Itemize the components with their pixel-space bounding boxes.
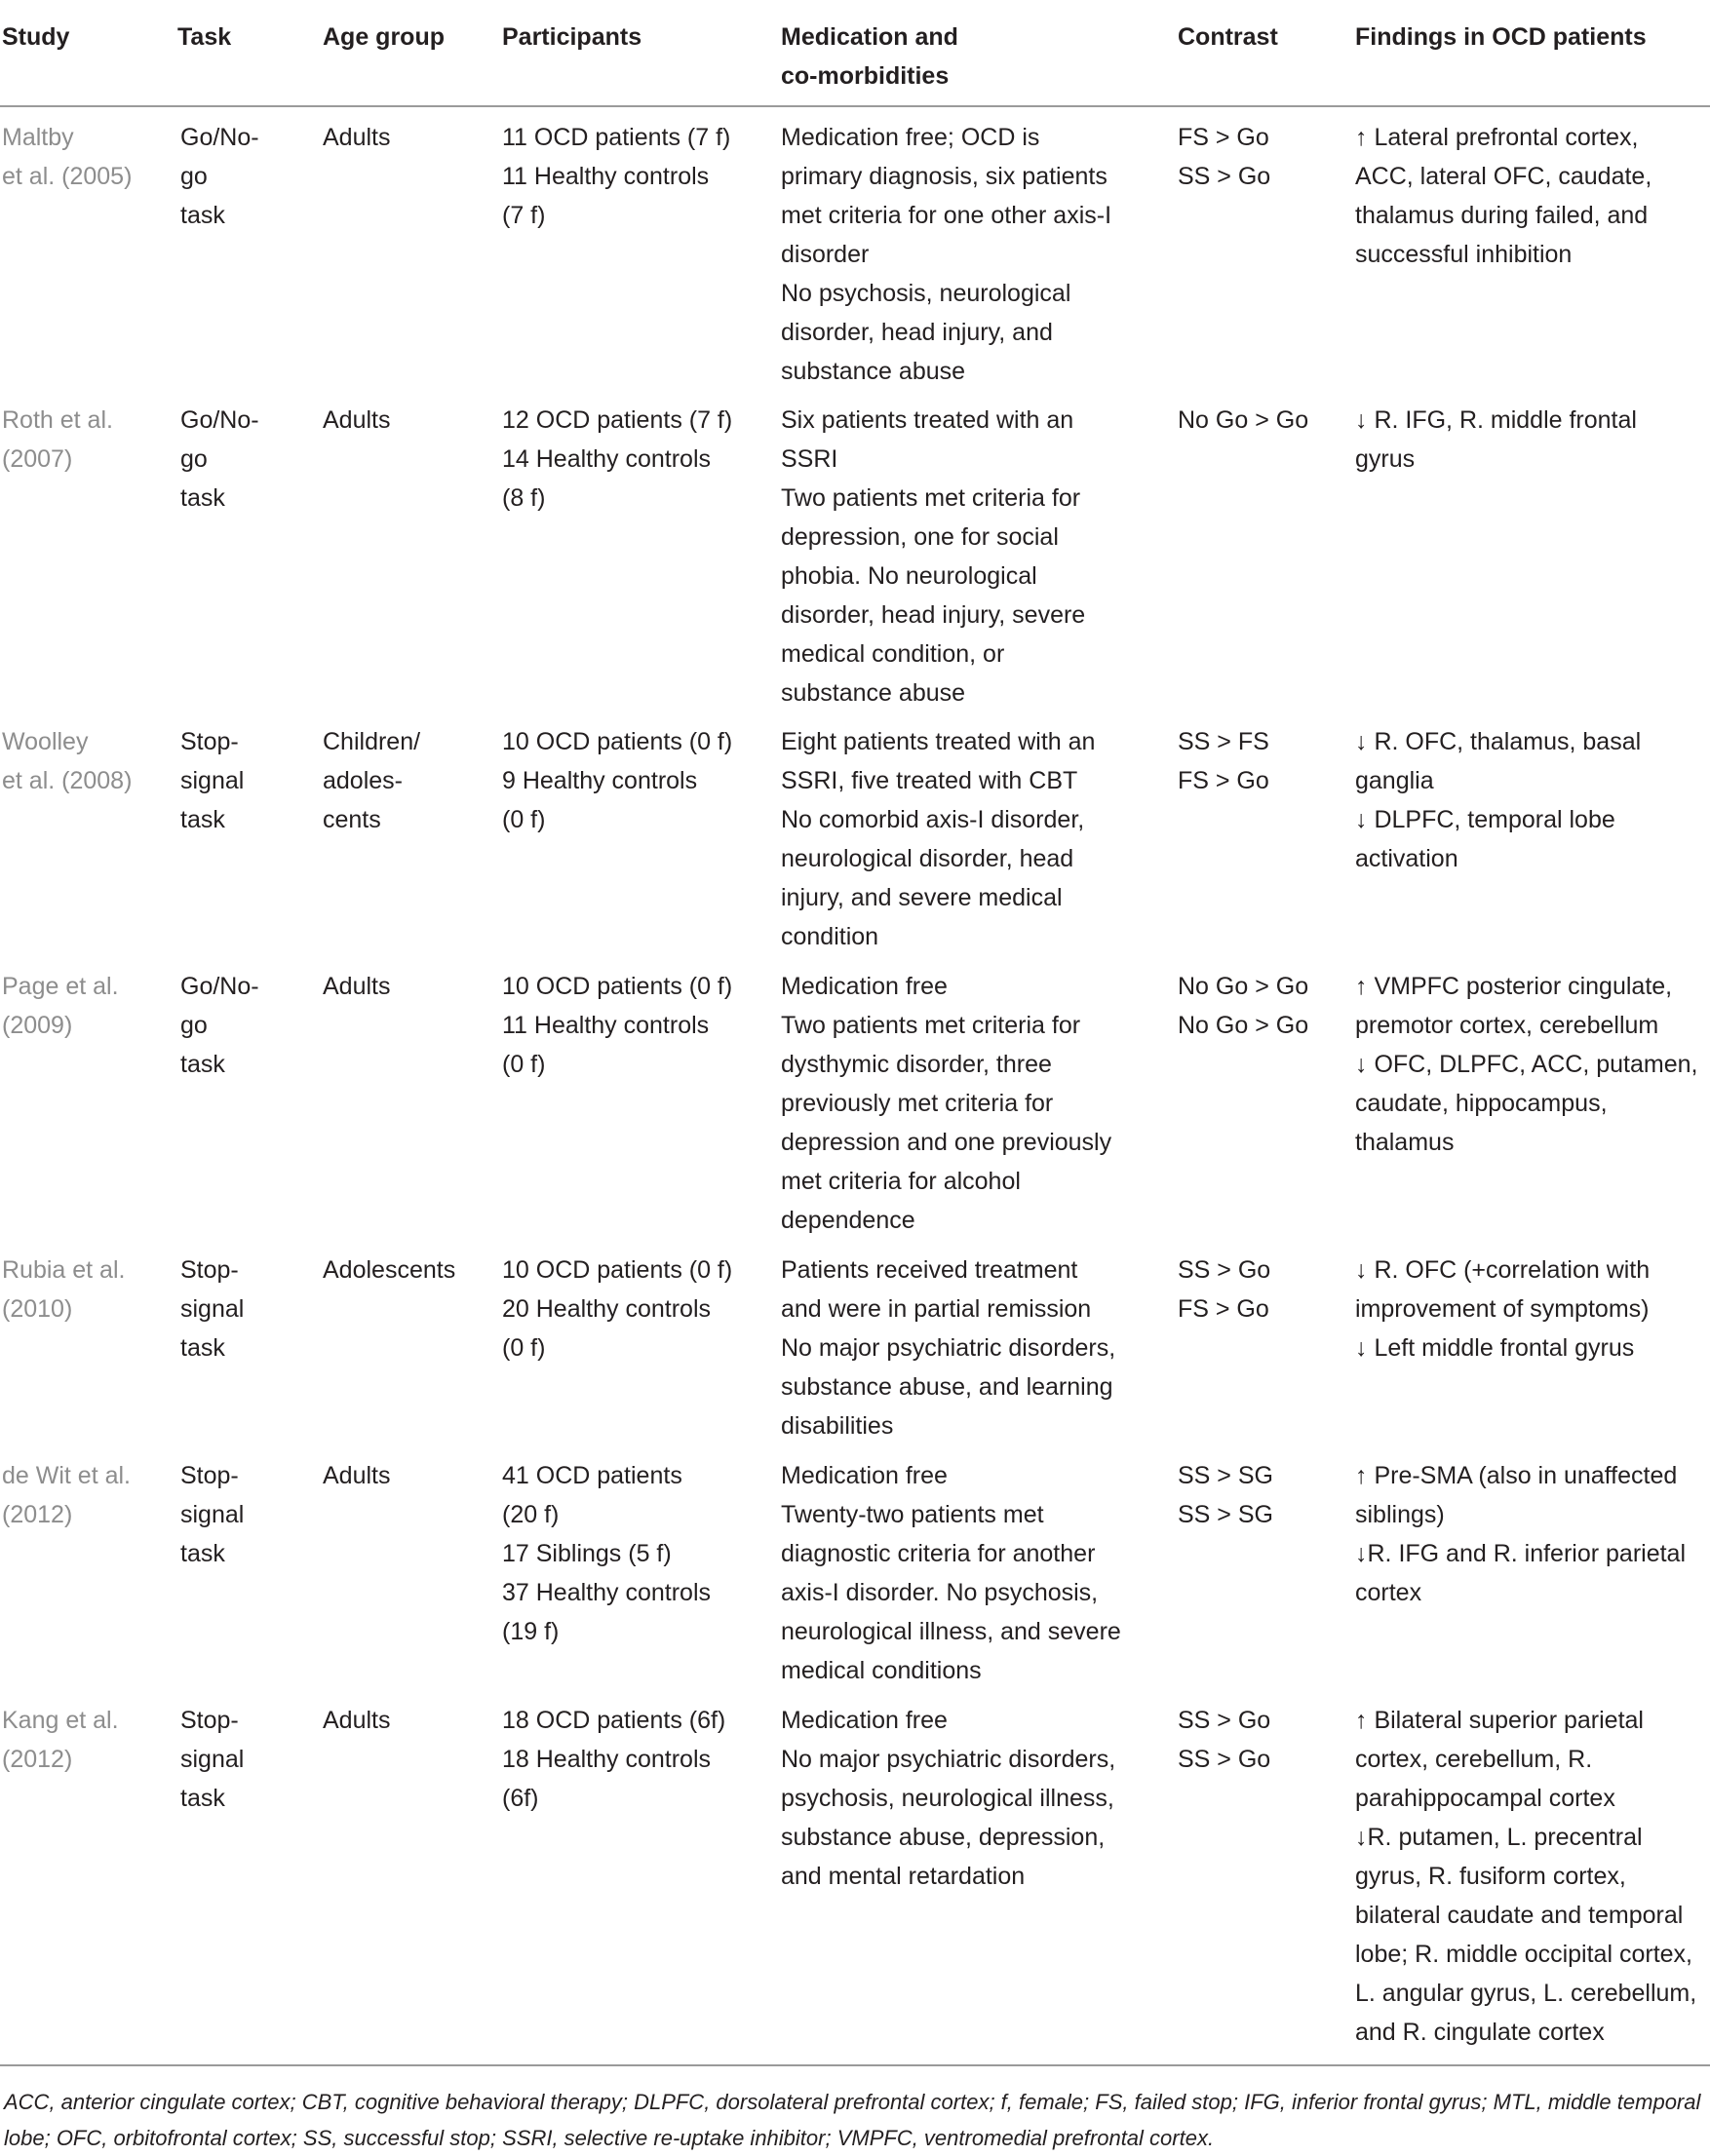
- medication-cell: [781, 722, 1095, 956]
- findings-cell-line: ganglia: [1355, 767, 1434, 794]
- age-group-cell-line: Adults: [323, 973, 391, 1000]
- participants-cell-line: 11 Healthy controls: [502, 163, 710, 190]
- medication-cell: [781, 118, 1111, 391]
- medication-cell-line: psychosis, neurological illness,: [781, 1785, 1114, 1812]
- medication-cell-line: substance abuse: [781, 358, 966, 385]
- contrast-cell-line: FS > Go: [1178, 767, 1269, 794]
- age-group-cell-line: Adults: [323, 406, 391, 434]
- study-cell-line: Rubia et al.: [2, 1256, 126, 1284]
- participants-cell: [502, 967, 732, 1084]
- study-cell-line: (2007): [2, 445, 73, 473]
- study-cell-line: Woolley: [2, 728, 89, 755]
- findings-cell-line: thalamus: [1355, 1129, 1455, 1156]
- medication-cell-line: previously met criteria for: [781, 1090, 1054, 1117]
- participants-cell-line: 10 OCD patients (0 f): [502, 1256, 733, 1284]
- contrast-cell-line: No Go > Go: [1178, 973, 1309, 1000]
- age-group-cell-line: Adults: [323, 1462, 391, 1489]
- findings-cell-line: cortex: [1355, 1579, 1422, 1606]
- age-group-cell-line: adoles-: [323, 767, 403, 794]
- age-group-cell-line: Children/: [323, 728, 421, 755]
- study-cell: [2, 401, 113, 479]
- table-row: [0, 1701, 1710, 2046]
- findings-cell-line: cortex, cerebellum, R.: [1355, 1746, 1593, 1773]
- findings-cell-line: ↓R. IFG and R. inferior parietal: [1355, 1540, 1687, 1567]
- participants-cell: [502, 1701, 725, 1818]
- findings-cell-line: premotor cortex, cerebellum: [1355, 1012, 1659, 1039]
- contrast-cell-line: SS > Go: [1178, 163, 1271, 190]
- findings-cell-line: siblings): [1355, 1501, 1445, 1528]
- header-findings: Findings in OCD patients: [1355, 23, 1647, 51]
- medication-cell: [781, 967, 1111, 1240]
- task-cell-line: task: [180, 1334, 225, 1362]
- header-task: Task: [177, 23, 232, 51]
- findings-cell: [1355, 1456, 1686, 1612]
- age-group-cell: [323, 1456, 390, 1495]
- findings-cell-line: ↓ DLPFC, temporal lobe: [1355, 806, 1615, 833]
- task-cell-line: go: [180, 445, 208, 473]
- study-cell: [2, 1251, 125, 1328]
- findings-cell-line: ↓ R. OFC (+correlation with: [1355, 1256, 1651, 1284]
- medication-cell-line: Eight patients treated with an: [781, 728, 1096, 755]
- participants-cell-line: (0 f): [502, 806, 546, 833]
- participants-cell-line: 37 Healthy controls: [502, 1579, 712, 1606]
- age-group-cell: [323, 118, 390, 157]
- study-cell-line: de Wit et al.: [2, 1462, 131, 1489]
- task-cell: [180, 1701, 244, 1818]
- medication-cell-line: condition: [781, 923, 879, 950]
- findings-cell-line: ↓ OFC, DLPFC, ACC, putamen,: [1355, 1051, 1698, 1078]
- findings-cell-line: lobe; R. middle occipital cortex,: [1355, 1941, 1692, 1968]
- table-row: [0, 722, 1710, 950]
- task-cell-line: go: [180, 1012, 208, 1039]
- medication-cell-line: substance abuse, and learning: [781, 1373, 1113, 1401]
- contrast-cell-line: SS > SG: [1178, 1501, 1273, 1528]
- findings-cell-line: ↓ R. IFG, R. middle frontal: [1355, 406, 1637, 434]
- task-cell: [180, 722, 244, 839]
- contrast-cell-line: No Go > Go: [1178, 1012, 1309, 1039]
- contrast-cell-line: SS > Go: [1178, 1746, 1271, 1773]
- participants-cell-line: 12 OCD patients (7 f): [502, 406, 733, 434]
- findings-cell-line: ↓ Left middle frontal gyrus: [1355, 1334, 1635, 1362]
- study-cell-line: (2010): [2, 1295, 73, 1323]
- task-cell-line: Stop-: [180, 1462, 239, 1489]
- contrast-cell-line: FS > Go: [1178, 124, 1269, 151]
- findings-cell: [1355, 722, 1641, 878]
- medication-cell-line: No comorbid axis-I disorder,: [781, 806, 1085, 833]
- header-age-group: Age group: [323, 23, 445, 51]
- medication-cell-line: met criteria for one other axis-I: [781, 202, 1112, 229]
- table-row: [0, 401, 1710, 707]
- task-cell: [180, 401, 259, 518]
- study-cell-line: Maltby: [2, 124, 74, 151]
- age-group-cell-line: Adults: [323, 124, 391, 151]
- findings-cell-line: L. angular gyrus, L. cerebellum,: [1355, 1980, 1697, 2007]
- task-cell-line: task: [180, 1540, 225, 1567]
- task-cell-line: task: [180, 484, 225, 512]
- findings-cell-line: ↑ VMPFC posterior cingulate,: [1355, 973, 1673, 1000]
- study-cell-line: Kang et al.: [2, 1707, 119, 1734]
- task-cell: [180, 967, 259, 1084]
- age-group-cell-line: cents: [323, 806, 381, 833]
- participants-cell-line: (0 f): [502, 1051, 546, 1078]
- contrast-cell: [1178, 118, 1270, 196]
- participants-cell: [502, 118, 730, 235]
- task-cell: [180, 1456, 244, 1573]
- medication-cell-line: injury, and severe medical: [781, 884, 1063, 911]
- findings-cell-line: bilateral caudate and temporal: [1355, 1902, 1684, 1929]
- study-cell: [2, 1701, 119, 1779]
- participants-cell: [502, 401, 732, 518]
- medication-cell: [781, 1701, 1115, 1896]
- medication-cell-line: diagnostic criteria for another: [781, 1540, 1096, 1567]
- table-row: [0, 1456, 1710, 1684]
- task-cell-line: signal: [180, 1501, 245, 1528]
- contrast-cell: [1178, 401, 1308, 440]
- task-cell-line: signal: [180, 767, 245, 794]
- findings-cell-line: ↑ Bilateral superior parietal: [1355, 1707, 1644, 1734]
- medication-cell-line: axis-I disorder. No psychosis,: [781, 1579, 1099, 1606]
- bottom-rule: [0, 2064, 1710, 2066]
- age-group-cell-line: Adolescents: [323, 1256, 456, 1284]
- findings-cell-line: and R. cingulate cortex: [1355, 2019, 1605, 2046]
- participants-cell-line: (6f): [502, 1785, 539, 1812]
- medication-cell-line: No major psychiatric disorders,: [781, 1746, 1116, 1773]
- participants-cell-line: 10 OCD patients (0 f): [502, 973, 733, 1000]
- participants-cell-line: 14 Healthy controls: [502, 445, 712, 473]
- findings-cell-line: ↑ Pre-SMA (also in unaffected: [1355, 1462, 1678, 1489]
- medication-cell-line: depression and one previously: [781, 1129, 1112, 1156]
- age-group-cell: [323, 967, 390, 1006]
- findings-cell-line: parahippocampal cortex: [1355, 1785, 1615, 1812]
- participants-cell-line: (20 f): [502, 1501, 560, 1528]
- contrast-cell-line: SS > Go: [1178, 1707, 1271, 1734]
- task-cell-line: Go/No-: [180, 406, 259, 434]
- participants-cell: [502, 1251, 732, 1367]
- medication-cell-line: disorder: [781, 241, 870, 268]
- age-group-cell: [323, 1251, 455, 1290]
- findings-cell-line: ↓ R. OFC, thalamus, basal: [1355, 728, 1642, 755]
- age-group-cell-line: Adults: [323, 1707, 391, 1734]
- participants-cell-line: 11 OCD patients (7 f): [502, 124, 731, 151]
- study-cell-line: et al. (2005): [2, 163, 133, 190]
- findings-cell-line: ACC, lateral OFC, caudate,: [1355, 163, 1652, 190]
- contrast-cell-line: SS > SG: [1178, 1462, 1273, 1489]
- findings-cell-line: thalamus during failed, and: [1355, 202, 1649, 229]
- study-cell-line: Roth et al.: [2, 406, 113, 434]
- header-participants: Participants: [502, 23, 642, 51]
- medication-cell-line: Medication free; OCD is: [781, 124, 1040, 151]
- findings-cell-line: gyrus: [1355, 445, 1416, 473]
- medication-cell-line: medical conditions: [781, 1657, 982, 1684]
- findings-cell: [1355, 118, 1652, 274]
- participants-cell-line: (19 f): [502, 1618, 560, 1645]
- medication-cell-line: disorder, head injury, severe: [781, 601, 1086, 629]
- medication-cell-line: Medication free: [781, 1462, 948, 1489]
- study-cell-line: (2009): [2, 1012, 73, 1039]
- medication-cell-line: and mental retardation: [781, 1863, 1026, 1890]
- study-cell-line: (2012): [2, 1746, 73, 1773]
- medication-cell: [781, 1456, 1121, 1690]
- participants-cell-line: (7 f): [502, 202, 546, 229]
- medication-cell-line: dysthymic disorder, three: [781, 1051, 1052, 1078]
- task-cell-line: Stop-: [180, 1707, 239, 1734]
- findings-cell-line: ↑ Lateral prefrontal cortex,: [1355, 124, 1639, 151]
- participants-cell-line: 18 OCD patients (6f): [502, 1707, 726, 1734]
- age-group-cell: [323, 1701, 390, 1740]
- table-footnote: ACC, anterior cingulate cortex; CBT, cognitive behavioral therapy; DLPFC, dorsolateral prefrontal cortex; f, female; FS, failed stop; IFG, inferior frontal gyrus; MTL, middle temporal lobe; OFC, orbitofrontal cortex; SS, successful stop; SSRI, selective re-uptake inhibitor; VMPFC, ventromedial prefrontal cortex.: [4, 2090, 1701, 2150]
- medication-cell-line: neurological disorder, head: [781, 845, 1074, 872]
- medication-cell-line: disorder, head injury, and: [781, 319, 1053, 346]
- contrast-cell-line: FS > Go: [1178, 1295, 1269, 1323]
- medication-cell-line: SSRI, five treated with CBT: [781, 767, 1078, 794]
- contrast-cell-line: SS > Go: [1178, 1256, 1271, 1284]
- findings-cell-line: improvement of symptoms): [1355, 1295, 1650, 1323]
- task-cell-line: Stop-: [180, 1256, 239, 1284]
- task-cell-line: task: [180, 806, 225, 833]
- study-cell-line: (2012): [2, 1501, 73, 1528]
- contrast-cell: [1178, 1701, 1270, 1779]
- study-cell: [2, 722, 132, 800]
- table-row: [0, 118, 1710, 385]
- findings-cell: [1355, 401, 1637, 479]
- contrast-cell: [1178, 1251, 1270, 1328]
- findings-cell: [1355, 1251, 1650, 1367]
- medication-cell-line: Twenty-two patients met: [781, 1501, 1044, 1528]
- contrast-cell: [1178, 967, 1308, 1045]
- medication-cell-line: SSRI: [781, 445, 838, 473]
- participants-cell-line: (0 f): [502, 1334, 546, 1362]
- table-row: [0, 967, 1710, 1234]
- study-cell-line: et al. (2008): [2, 767, 133, 794]
- participants-cell-line: 20 Healthy controls: [502, 1295, 712, 1323]
- findings-cell-line: activation: [1355, 845, 1458, 872]
- participants-cell-line: 11 Healthy controls: [502, 1012, 710, 1039]
- medication-cell-line: No major psychiatric disorders,: [781, 1334, 1116, 1362]
- medication-cell-line: neurological illness, and severe: [781, 1618, 1121, 1645]
- header-contrast: Contrast: [1178, 23, 1278, 51]
- header-medication-line: co-morbidities: [781, 62, 950, 90]
- header-rule: [0, 105, 1710, 107]
- header-medication-line: Medication and: [781, 23, 958, 51]
- task-cell-line: signal: [180, 1295, 245, 1323]
- participants-cell-line: 18 Healthy controls: [502, 1746, 712, 1773]
- medication-cell-line: Two patients met criteria for: [781, 484, 1081, 512]
- medication-cell-line: Six patients treated with an: [781, 406, 1074, 434]
- findings-cell-line: successful inhibition: [1355, 241, 1573, 268]
- task-cell: [180, 1251, 244, 1367]
- age-group-cell: [323, 722, 420, 839]
- contrast-cell: [1178, 722, 1269, 800]
- medication-cell-line: phobia. No neurological: [781, 562, 1037, 590]
- study-cell-line: Page et al.: [2, 973, 119, 1000]
- medication-cell-line: substance abuse, depression,: [781, 1824, 1106, 1851]
- participants-cell: [502, 722, 732, 839]
- participants-cell-line: 9 Healthy controls: [502, 767, 698, 794]
- contrast-cell-line: No Go > Go: [1178, 406, 1309, 434]
- medication-cell-line: Medication free: [781, 1707, 948, 1734]
- task-cell-line: signal: [180, 1746, 245, 1773]
- medication-cell-line: met criteria for alcohol: [781, 1168, 1021, 1195]
- findings-cell: [1355, 1701, 1696, 2052]
- study-cell: [2, 967, 119, 1045]
- task-cell-line: task: [180, 1785, 225, 1812]
- medication-cell: [781, 401, 1085, 712]
- medication-cell-line: and were in partial remission: [781, 1295, 1092, 1323]
- participants-cell-line: 41 OCD patients: [502, 1462, 682, 1489]
- medication-cell-line: disabilities: [781, 1412, 894, 1440]
- task-cell-line: Stop-: [180, 728, 239, 755]
- task-cell-line: Go/No-: [180, 973, 259, 1000]
- participants-cell-line: 10 OCD patients (0 f): [502, 728, 733, 755]
- medication-cell-line: depression, one for social: [781, 523, 1059, 551]
- medication-cell-line: dependence: [781, 1207, 915, 1234]
- contrast-cell-line: SS > FS: [1178, 728, 1269, 755]
- medication-cell-line: substance abuse: [781, 679, 966, 707]
- findings-cell-line: caudate, hippocampus,: [1355, 1090, 1608, 1117]
- medication-cell-line: medical condition, or: [781, 640, 1005, 668]
- age-group-cell: [323, 401, 390, 440]
- contrast-cell: [1178, 1456, 1273, 1534]
- findings-cell-line: ↓R. putamen, L. precentral: [1355, 1824, 1643, 1851]
- participants-cell-line: (8 f): [502, 484, 546, 512]
- table-row: [0, 1251, 1710, 1440]
- findings-cell-line: gyrus, R. fusiform cortex,: [1355, 1863, 1626, 1890]
- medication-cell-line: Two patients met criteria for: [781, 1012, 1081, 1039]
- task-cell-line: go: [180, 163, 208, 190]
- task-cell: [180, 118, 259, 235]
- participants-cell: [502, 1456, 711, 1651]
- medication-cell-line: Patients received treatment: [781, 1256, 1078, 1284]
- task-cell-line: task: [180, 202, 225, 229]
- task-cell-line: task: [180, 1051, 225, 1078]
- study-cell: [2, 118, 132, 196]
- header-medication: [781, 18, 958, 96]
- medication-cell-line: No psychosis, neurological: [781, 280, 1071, 307]
- study-cell: [2, 1456, 131, 1534]
- medication-cell-line: Medication free: [781, 973, 948, 1000]
- medication-cell-line: primary diagnosis, six patients: [781, 163, 1108, 190]
- participants-cell-line: 17 Siblings (5 f): [502, 1540, 672, 1567]
- header-study: Study: [2, 23, 70, 51]
- task-cell-line: Go/No-: [180, 124, 259, 151]
- findings-cell: [1355, 967, 1698, 1162]
- medication-cell: [781, 1251, 1115, 1445]
